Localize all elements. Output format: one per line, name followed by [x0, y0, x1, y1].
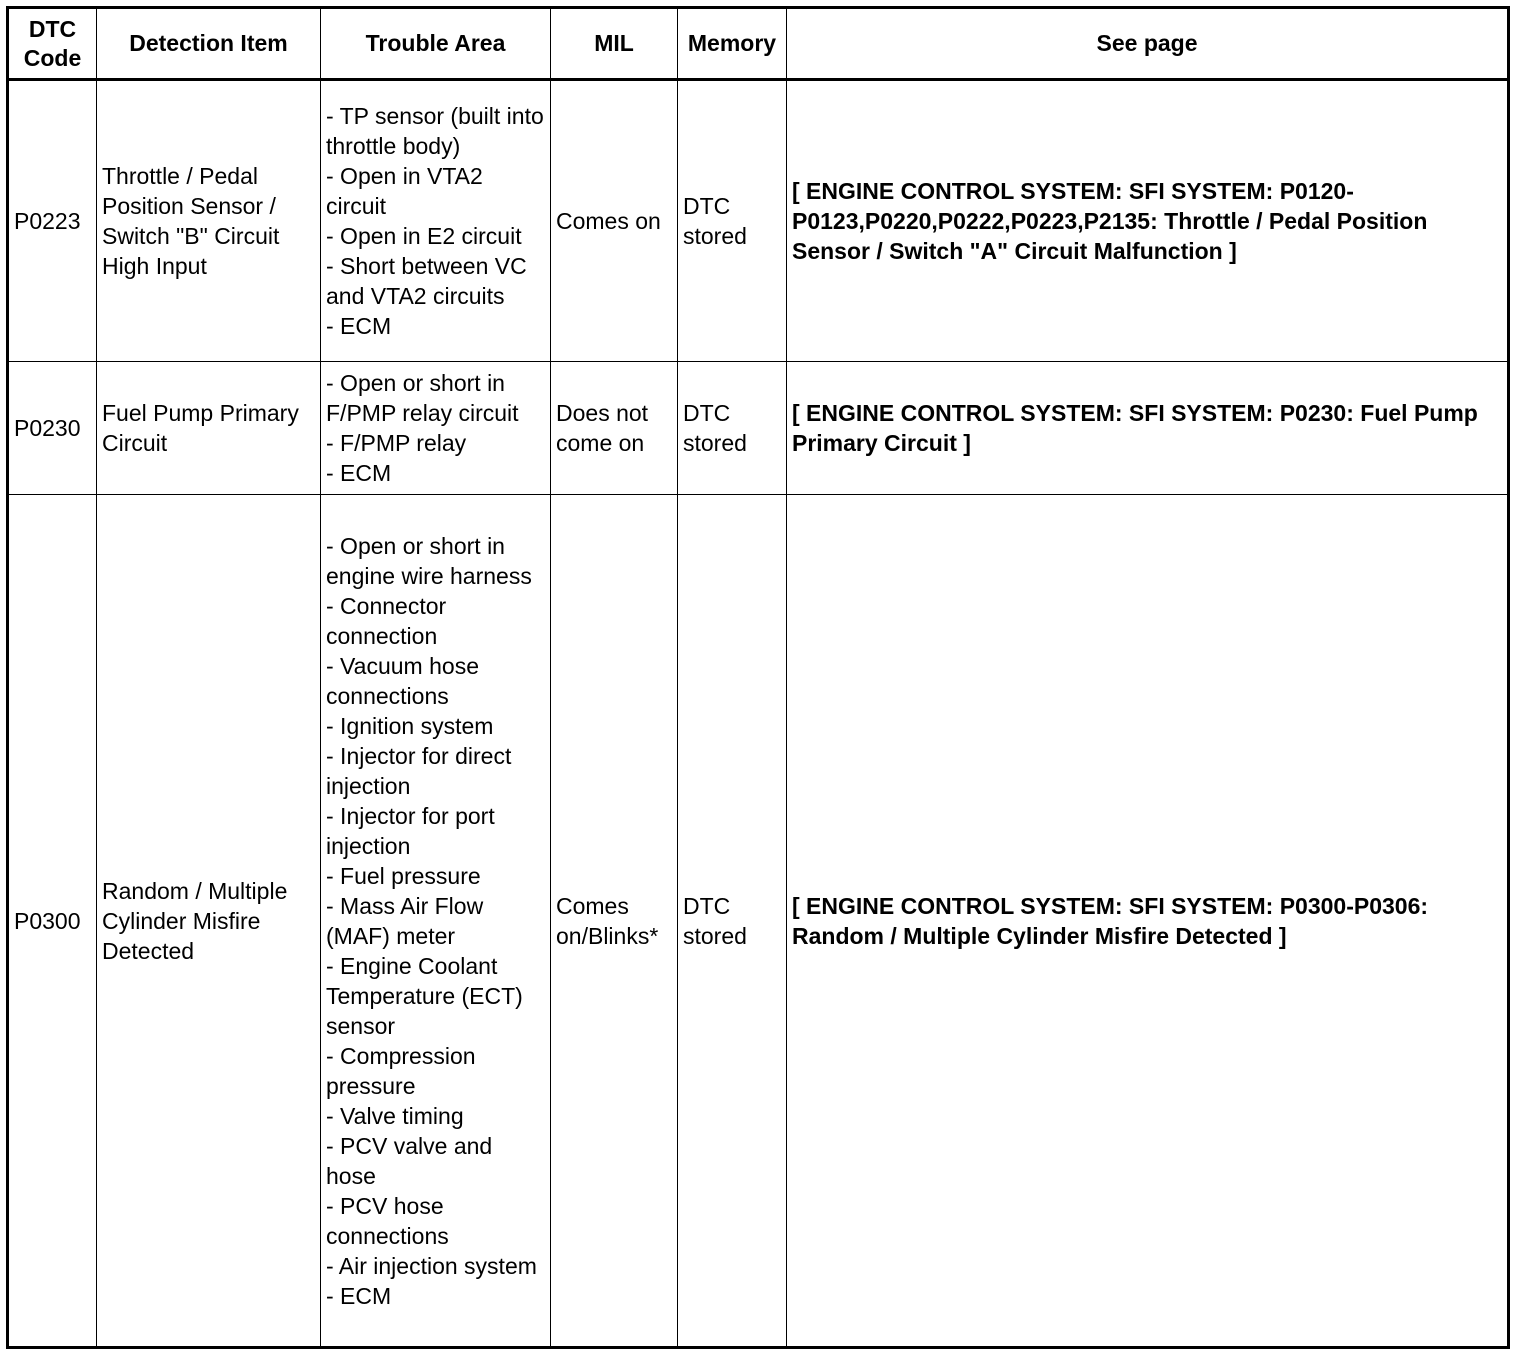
detection-item-cell: Fuel Pump Primary Circuit [97, 362, 321, 495]
header-see-page: See page [787, 8, 1509, 80]
trouble-area-item: - Injector for port injection [326, 802, 495, 859]
dtc-code-cell: P0300 [8, 495, 97, 1348]
trouble-area-item: - Compression pressure [326, 1042, 476, 1099]
trouble-area-item: - Open or short in F/PMP relay circuit [326, 370, 519, 426]
trouble-area-item: - Ignition system [326, 712, 494, 739]
see-page-link[interactable]: [ ENGINE CONTROL SYSTEM: SFI SYSTEM: P0300-P0306: Random / Multiple Cylinder Misfire Detected ] [787, 495, 1509, 1348]
trouble-area-item: - Mass Air Flow (MAF) meter [326, 892, 484, 949]
header-dtc-code-line2: Code [23, 44, 82, 71]
table-header-row [8, 8, 1509, 80]
trouble-area-item: - Fuel pressure [326, 862, 481, 889]
table-row [8, 80, 1509, 362]
trouble-area-item: - ECM [326, 1282, 392, 1309]
mil-cell: Comes on/Blinks* [551, 495, 678, 1348]
dtc-code-cell: P0230 [8, 362, 97, 495]
header-mil: MIL [551, 8, 678, 80]
trouble-area-item: - Short between VC and VTA2 circuits [326, 253, 527, 309]
trouble-area-cell [321, 495, 551, 1348]
memory-cell: DTC stored [678, 362, 787, 495]
header-memory: Memory [678, 8, 787, 80]
table-row [8, 362, 1509, 495]
trouble-area-item: - Open in VTA2 circuit [326, 163, 483, 219]
detection-item-cell: Random / Multiple Cylinder Misfire Detected [97, 495, 321, 1348]
header-trouble-area: Trouble Area [321, 8, 551, 80]
header-dtc-code-line1: DTC [28, 15, 77, 42]
trouble-area-item: - Vacuum hose connections [326, 652, 479, 709]
trouble-area-item: - Open in E2 circuit [326, 223, 522, 249]
table-row [8, 495, 1509, 1348]
trouble-area-item: - ECM [326, 460, 392, 486]
see-page-link[interactable]: [ ENGINE CONTROL SYSTEM: SFI SYSTEM: P0230: Fuel Pump Primary Circuit ] [787, 362, 1509, 495]
trouble-area-item: - PCV hose connections [326, 1192, 449, 1249]
trouble-area-item: - ECM [326, 313, 392, 339]
memory-cell: DTC stored [678, 80, 787, 362]
trouble-area-item: - TP sensor (built into throttle body) [326, 103, 544, 159]
dtc-code-cell: P0223 [8, 80, 97, 362]
trouble-area-item: - F/PMP relay [326, 430, 467, 456]
mil-cell: Comes on [551, 80, 678, 362]
see-page-link[interactable]: [ ENGINE CONTROL SYSTEM: SFI SYSTEM: P0120-P0123,P0220,P0222,P0223,P2135: Throttle / Pedal Position Sensor / Switch "A" Circuit Malfunction ] [787, 80, 1509, 362]
memory-cell: DTC stored [678, 495, 787, 1348]
trouble-area-item: - Connector connection [326, 592, 447, 649]
dtc-table [6, 6, 1510, 1349]
trouble-area-item: - Air injection system [326, 1252, 537, 1279]
trouble-area-item: - Engine Coolant Temperature (ECT) sensor [326, 952, 523, 1039]
trouble-area-item: - PCV valve and hose [326, 1132, 493, 1189]
detection-item-cell: Throttle / Pedal Position Sensor / Switch "B" Circuit High Input [97, 80, 321, 362]
header-dtc-code [8, 8, 97, 80]
trouble-area-item: - Open or short in engine wire harness [326, 532, 532, 589]
trouble-area-item: - Injector for direct injection [326, 742, 512, 799]
mil-cell: Does not come on [551, 362, 678, 495]
header-detection-item: Detection Item [97, 8, 321, 80]
trouble-area-cell [321, 362, 551, 495]
trouble-area-cell [321, 80, 551, 362]
trouble-area-item: - Valve timing [326, 1102, 464, 1129]
